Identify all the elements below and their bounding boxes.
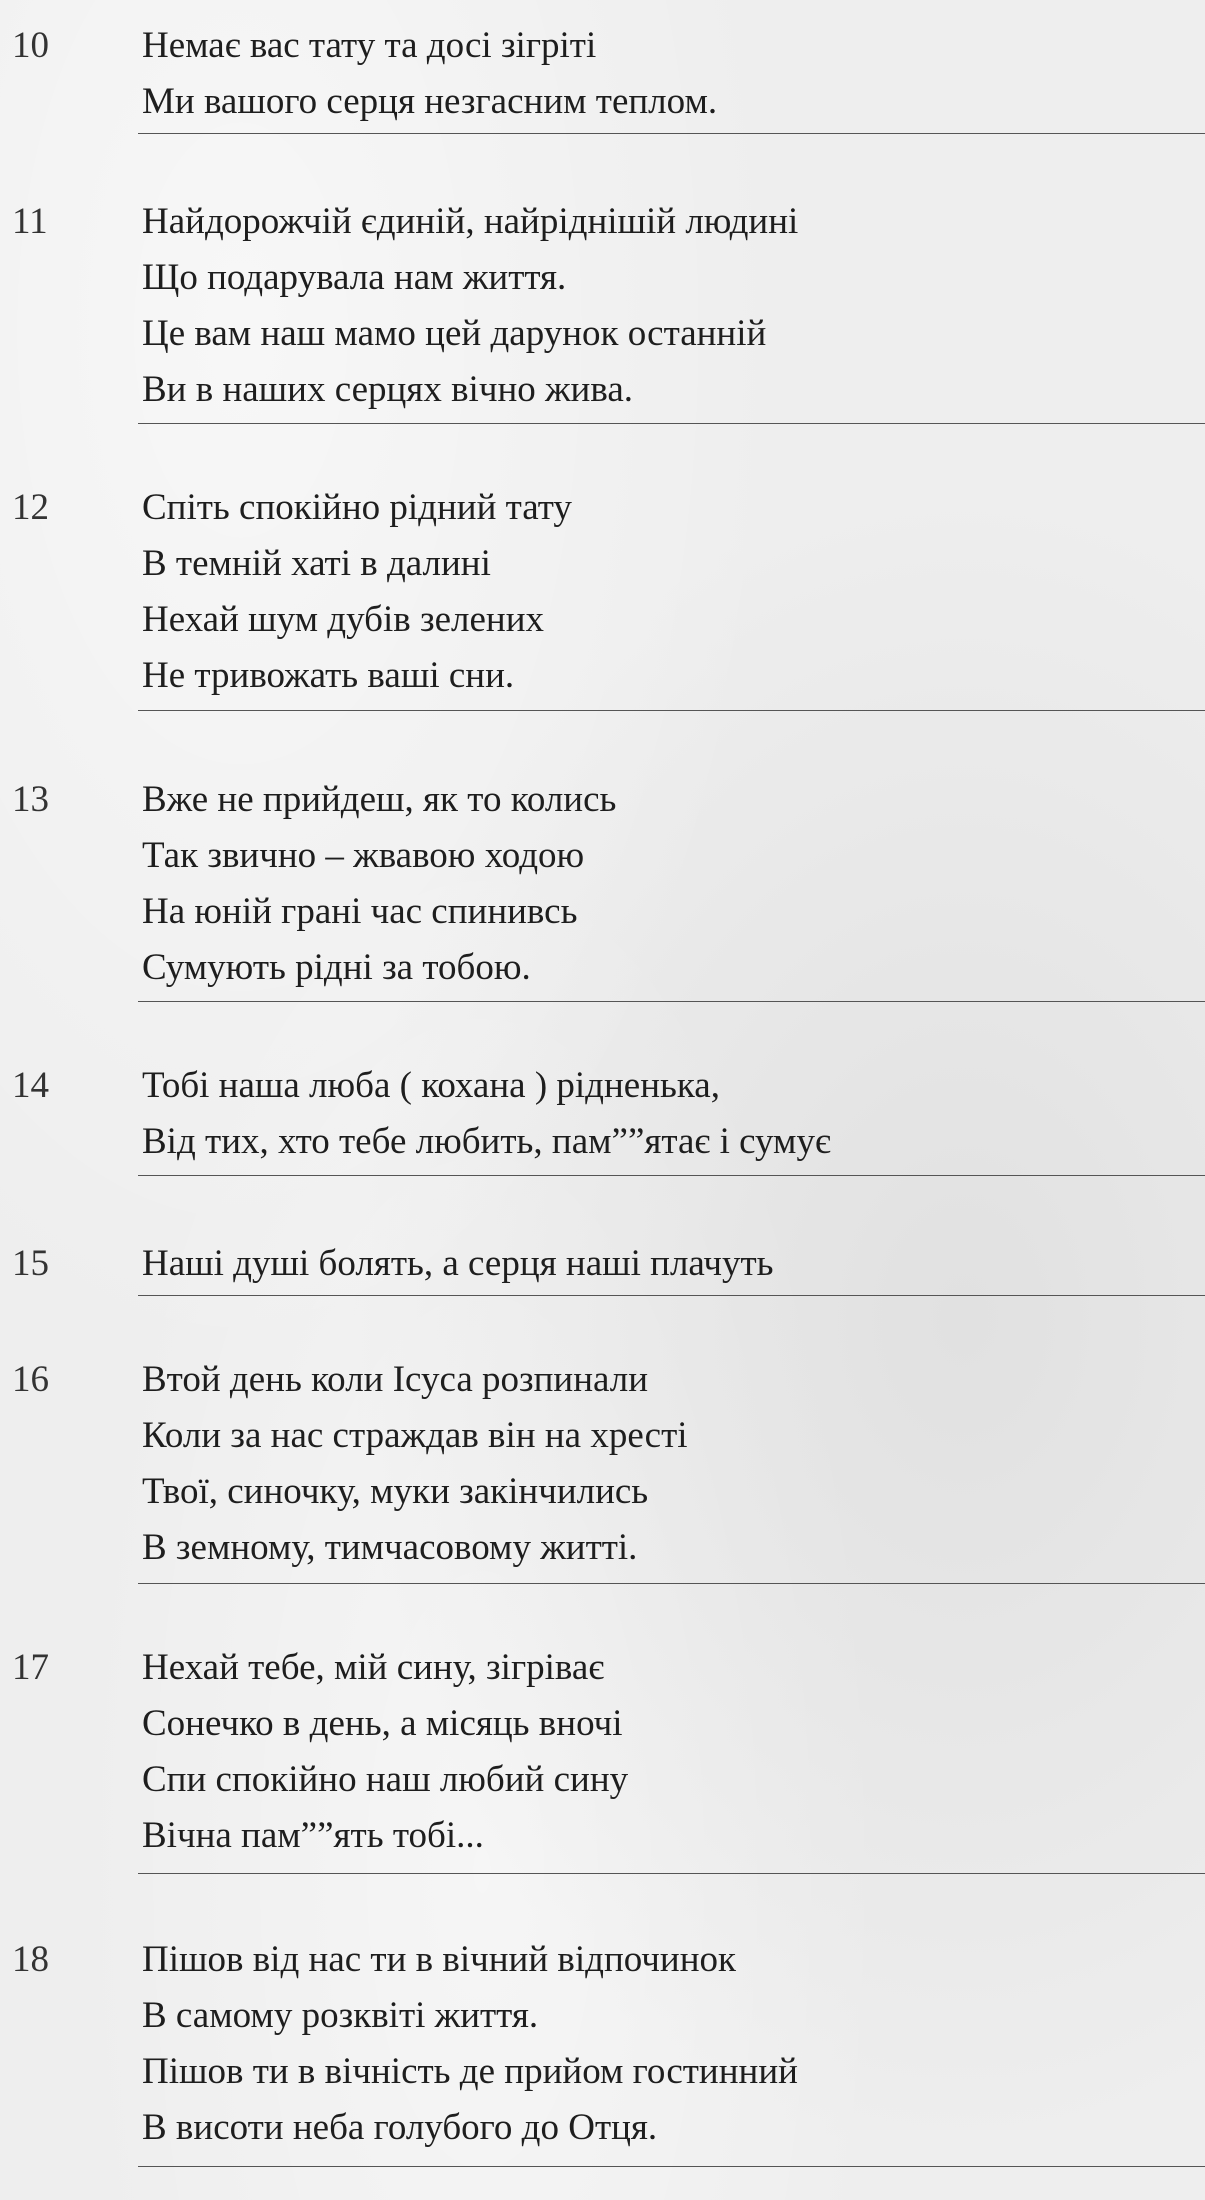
verse-line: Наші душі болять, а серця наші плачуть xyxy=(142,1243,774,1284)
verse-divider xyxy=(138,710,1205,711)
verse-number: 16 xyxy=(12,1359,49,1400)
verse-number: 18 xyxy=(12,1939,49,1980)
verse-divider xyxy=(138,1175,1205,1176)
verse-line: В темній хаті в далині xyxy=(142,543,491,584)
verse-lines xyxy=(142,1058,1205,1170)
verse-line: Тобі наша люба ( кохана ) рідненька, xyxy=(142,1065,720,1106)
verse-divider xyxy=(138,1583,1205,1584)
verse-line: Втой день коли Ісуса розпинали xyxy=(142,1359,649,1400)
verse-line: Ви в наших серцях вічно жива. xyxy=(142,369,634,410)
verse-line: Вже не прийдеш, як то колись xyxy=(142,779,617,820)
verse-lines xyxy=(142,772,1205,996)
verse-line: На юній грані час спинивсь xyxy=(142,891,578,932)
verse-line: Коли за нас страждав він на хресті xyxy=(142,1415,688,1456)
verse-lines xyxy=(142,1236,1205,1292)
verse-line: Найдорожчій єдиній, найріднішій людині xyxy=(142,201,799,242)
verse-lines xyxy=(142,18,1205,130)
verse-number: 10 xyxy=(12,25,49,66)
verse-line: В висоти неба голубого до Отця. xyxy=(142,2107,658,2148)
verse-line: Спіть спокійно рідний тату xyxy=(142,487,572,528)
verse-number: 14 xyxy=(12,1065,49,1106)
verse-lines xyxy=(142,1932,1205,2156)
verse-lines xyxy=(142,480,1205,704)
verse-lines xyxy=(142,1640,1205,1864)
verse-lines xyxy=(142,194,1205,418)
verse-line: Що подарувала нам життя. xyxy=(142,257,567,298)
verse-line: Нехай шум дубів зелених xyxy=(142,599,544,640)
verse-line: Немає вас тату та досі зігріті xyxy=(142,25,597,66)
verse-line: Пішов ти в вічність де прийом гостинний xyxy=(142,2051,798,2092)
verse-line: В самому розквіті життя. xyxy=(142,1995,539,2036)
verse-line: Пішов від нас ти в вічний відпочинок xyxy=(142,1939,736,1980)
verse-number: 13 xyxy=(12,779,49,820)
verse-divider xyxy=(138,1295,1205,1296)
verse-divider xyxy=(138,1001,1205,1002)
verse-number: 17 xyxy=(12,1647,49,1688)
verse-line: Не тривожать ваші сни. xyxy=(142,655,515,696)
verse-number: 12 xyxy=(12,487,49,528)
verse-line: Від тих, хто тебе любить, пам””ятає і сумує xyxy=(142,1121,831,1162)
verse-line: Так звично – жвавою ходою xyxy=(142,835,585,876)
verse-line: Це вам наш мамо цей дарунок останній xyxy=(142,313,767,354)
verse-divider xyxy=(138,1873,1205,1874)
verse-line: В земному, тимчасовому житті. xyxy=(142,1527,638,1568)
verse-number: 11 xyxy=(12,201,48,242)
verse-line: Вічна пам””ять тобі... xyxy=(142,1815,484,1856)
verse-line: Нехай тебе, мій сину, зігріває xyxy=(142,1647,605,1688)
verse-line: Спи спокійно наш любий сину xyxy=(142,1759,629,1800)
verse-number: 15 xyxy=(12,1243,49,1284)
verse-line: Сонечко в день, а місяць вночі xyxy=(142,1703,623,1744)
verse-divider xyxy=(138,2166,1205,2167)
verse-line: Твої, синочку, муки закінчились xyxy=(142,1471,649,1512)
verse-line: Ми вашого серця незгасним теплом. xyxy=(142,81,718,122)
verse-lines xyxy=(142,1352,1205,1576)
verse-divider xyxy=(138,133,1205,134)
verse-line: Сумують рідні за тобою. xyxy=(142,947,531,988)
verse-divider xyxy=(138,423,1205,424)
